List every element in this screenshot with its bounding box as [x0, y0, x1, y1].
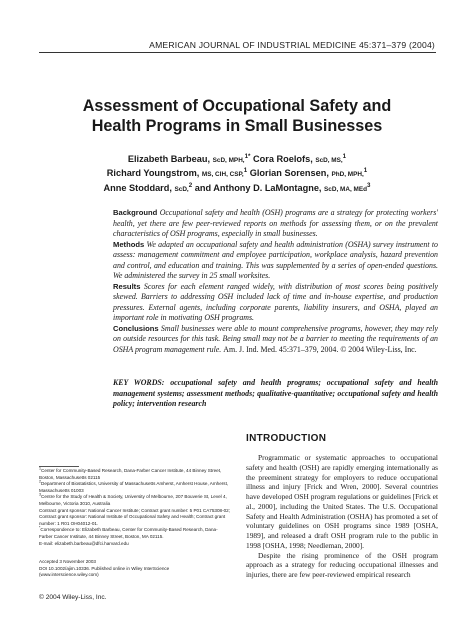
footnote-mark: 2	[39, 479, 41, 484]
author-name: Richard Youngstrom,	[106, 168, 200, 179]
author-list	[0, 153, 474, 196]
accepted-date: Accepted 3 November 2003	[39, 559, 96, 564]
author-credentials: ScD, MS,	[315, 157, 343, 164]
author-credentials: MS, CIH, CSP,	[201, 171, 244, 179]
intro-paragraph-2: Despite the rising prominence of the OSH program approach as a strategy for reducing occupational illnesses and injuries, there are few peer-reviewed empirical research	[246, 550, 438, 579]
doi-line: DOI 10.1002/ajim.10336. Published online in Wiley InterScience	[39, 565, 170, 571]
abstract-text: Small businesses were able to mount comprehensive programs, however, they may rely on outside resources for this task. Being small may not be a barrier to meeting the requirements of an OSHA program management rule.	[113, 323, 438, 354]
introduction-body	[246, 453, 438, 580]
abstract-label: Conclusions	[113, 323, 159, 333]
footnote	[39, 527, 231, 540]
author-credentials: ScD, MPH,	[212, 157, 245, 164]
footnote-text: Contract grant sponsor: National Cancer Institute; Contract grant number: 5 P01 CA75308-02; Contract grant sponsor: National Institute of Occupational Safety and Health; Contract grant number: 1 R01 OH04012-01.	[39, 507, 230, 526]
author-name: Cora Roelofs,	[253, 154, 313, 164]
author-credentials: ScD, MA, MEd	[324, 185, 368, 193]
footnote-text: Centre for the Study of Health & Society, University of Melbourne, 207 Bouverie St, Level 4, Melbourne, Victoria 3010, Australia	[39, 494, 227, 506]
footnotes	[39, 468, 231, 547]
abstract-label: Methods	[113, 239, 145, 249]
title-line-1: Assessment of Occupational Safety and	[82, 97, 392, 115]
author-name: Elizabeth Barbeau,	[127, 154, 211, 164]
author-name: and Anthony D. LaMontagne,	[194, 182, 322, 193]
author-affiliation-mark: 1	[243, 167, 248, 175]
footnote	[39, 541, 231, 548]
footnote-rule	[39, 466, 79, 467]
abstract-text: Occupational safety and health (OSH) programs are a strategy for protecting workers' health, yet there are few peer-reviewed reports on methods for assessing them, or on the prevalent characteristics of OSH programs, especially in small businesses.	[113, 208, 438, 238]
author-name: Anne Stoddard,	[103, 182, 172, 193]
footnote-mark: 3	[39, 492, 41, 497]
author-affiliation-mark: 1*	[244, 152, 251, 160]
author-affiliation-mark: 2	[188, 181, 193, 189]
publication-info	[39, 559, 231, 579]
author-affiliation-mark: 3	[367, 181, 371, 189]
abstract-citation: Am. J. Ind. Med. 45:371–379, 2004.	[223, 344, 339, 354]
abstract-background	[113, 208, 438, 240]
journal-running-header: AMERICAN JOURNAL OF INDUSTRIAL MEDICINE 45:371–379 (2004)	[149, 40, 435, 50]
footnote	[39, 494, 231, 507]
footnote-text: Correspondence to: Elizabeth Barbeau, Center for Community-Based Research, Dana-Farber Cancer Institute, 44 Binney Street, Boston, MA 02115.	[39, 527, 218, 539]
author-line-1	[0, 153, 474, 167]
abstract-methods	[113, 240, 438, 282]
abstract-text: Scores for each element ranged widely, with distribution of most scores being positively skewed. Barriers to addressing OSH included lack of time and in-house expertise, and production pressures. External agents, including corporate parents, liability insurers, and OSHA, played an important role in motivating OSH programs.	[113, 281, 438, 322]
footnote	[39, 508, 231, 528]
footnote	[39, 468, 231, 481]
footnote-text: E-mail: elizabeth.barbeau@dfci.harvard.edu	[39, 540, 129, 546]
author-line-2	[0, 167, 474, 181]
footnote-text: Department of Biostatistics, University of Massachusetts Amherst, Amherst House, Amherst, Massachusetts 01003	[39, 481, 229, 493]
abstract-conclusions	[113, 324, 438, 356]
article-title	[0, 96, 474, 136]
footnote-text: Center for Community-Based Research, Dana-Farber Cancer Institute, 44 Binney Street, Boston, Massachusetts 02115	[39, 468, 222, 480]
author-affiliation-mark: 1	[363, 167, 368, 175]
abstract-label: Results	[113, 281, 141, 291]
author-credentials: PhD, MPH,	[331, 171, 364, 179]
page-copyright: © 2004 Wiley-Liss, Inc.	[39, 594, 107, 601]
abstract	[113, 208, 438, 355]
intro-paragraph-1: Programmatic or systematic approaches to occupational safety and health (OSH) are rapidly emerging internationally as the preeminent strategy for employers to reduce occupational illness and injury [Frick and Wren, 2000]. Several countries have developed OSH program regulations or guidelines [Frick et al., 2000], including the United States. The U.S. Occupational Safety and Health Administration (OSHA) has promoted a set of voluntary guidelines on OSH programs since 1989 [OSHA, 1989], and released a draft OSH program rule to the public in 1998 [OSHA, 1998; Needleman, 2000].	[246, 453, 438, 550]
abstract-results	[113, 282, 438, 324]
author-affiliation-mark: 1	[342, 152, 347, 160]
section-heading-introduction: INTRODUCTION	[246, 433, 327, 444]
author-name: Glorian Sorensen,	[249, 168, 329, 179]
author-line-3	[0, 182, 474, 196]
title-line-2: Health Programs in Small Businesses	[91, 117, 383, 135]
abstract-text: We adapted an occupational safety and health administration (OSHA) survey instrument to assess: management commitment and employee participation, workplace analysis, hazard prevention and control, and education and training. This was supplemented by a series of open-ended questions. We administered the survey in 25 small worksites.	[113, 239, 438, 280]
abstract-label: Background	[113, 208, 158, 217]
author-credentials: ScD,	[174, 185, 189, 193]
header-rule	[39, 52, 436, 53]
footnote-mark: *	[39, 525, 41, 530]
abstract-copyright: © 2004 Wiley-Liss, Inc.	[340, 344, 417, 354]
footnote	[39, 481, 231, 494]
key-words: KEY WORDS: occupational safety and health programs; occupational safety and health management systems; assessment methods; qualitative-quantitative; occupational safety and health policy; intervention research	[113, 378, 438, 409]
footnote-mark: 1	[39, 466, 41, 471]
website-line: (www.interscience.wiley.com)	[39, 572, 99, 578]
